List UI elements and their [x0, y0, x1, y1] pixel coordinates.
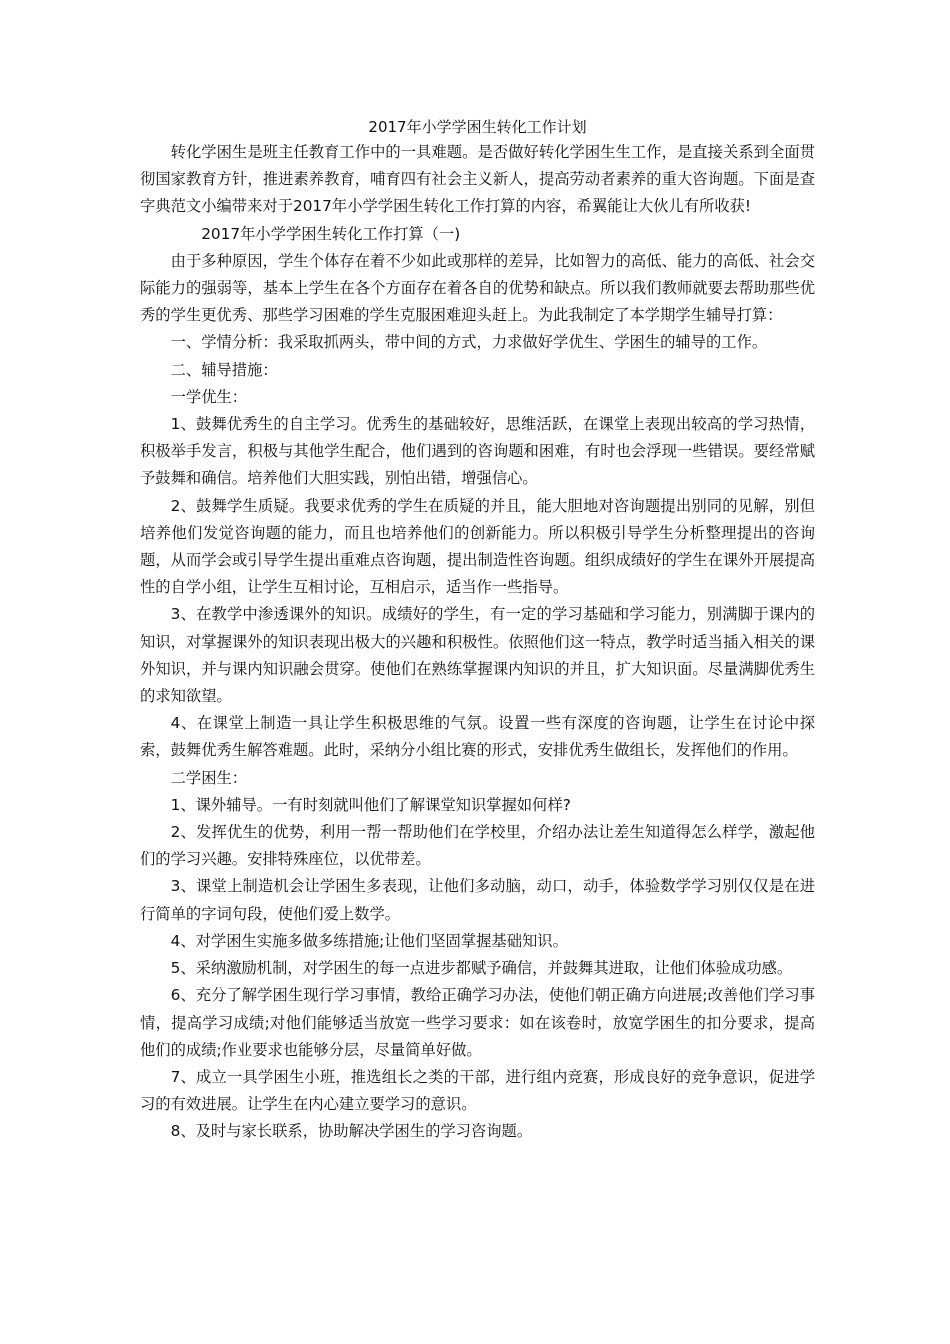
document-body [140, 139, 815, 1146]
paragraph: 2、鼓舞学生质疑。我要求优秀的学生在质疑的并且，能大胆地对咨询题提出别同的见解，别但培养他们发觉咨询题的能力，而且也培养他们的创新能力。所以积极引导学生分析整理提出的咨询题，从而学会或引导学生提出重难点咨询题，提出制造性咨询题。组织成绩好的学生在课外开展提高性的自学小组，让学生互相讨论，互相启示，适当作一些指导。 [140, 496, 815, 597]
paragraph: 3、课堂上制造机会让学困生多表现，让他们多动脑，动口，动手，体验数学学习别仅仅是在进行简单的字词句段，使他们爱上数学。 [140, 877, 815, 923]
paragraph: 一学优生： [170, 387, 248, 406]
paragraph: 2、发挥优生的优势，利用一帮一帮助他们在学校里，介绍办法让差生知道得怎么样学，激起他们的学习兴趣。安排特殊座位，以优带差。 [140, 823, 815, 869]
paragraph: 1、课外辅导。一有时刻就叫他们了解课堂知识掌握如何样? [170, 795, 571, 814]
paragraph: 一、学情分析：我采取抓两头，带中间的方式，力求做好学优生、学困生的辅导的工作。 [170, 333, 768, 352]
paragraph: 8、及时与家长联系，协助解决学困生的学习咨询题。 [170, 1122, 533, 1141]
document-page [140, 115, 815, 1146]
paragraph: 3、在教学中渗透课外的知识。成绩好的学生，有一定的学习基础和学习能力，别满脚于课内的知识，对掌握课外的知识表现出极大的兴趣和积极性。依照他们这一特点，教学时适当插入相关的课外知识，并与课内知识融会贯穿。使他们在熟练掌握课内知识的并且，扩大知识面。尽量满脚优秀生的求知欲望。 [140, 605, 815, 706]
paragraph: 二学困生： [170, 768, 248, 787]
paragraph: 转化学困生是班主任教育工作中的一具难题。是否做好转化学困生生工作，是直接关系到全面贯彻国家教育方针，推进素养教育，哺育四有社会主义新人，提高劳动者素养的重大咨询题。下面是查字典范文小编带来对于2017年小学学困生转化工作打算的内容，希翼能让大伙儿有所收获! [140, 143, 815, 216]
paragraph: 6、充分了解学困生现行学习事情，教给正确学习办法，使他们朝正确方向进展;改善他们学习事情，提高学习成绩;对他们能够适当放宽一些学习要求：如在该卷时，放宽学困生的扣分要求，提高他们的成绩;作业要求也能够分层，尽量简单好做。 [140, 986, 815, 1059]
document-title: 2017年小学学困生转化工作计划 [368, 118, 587, 136]
paragraph: 7、成立一具学困生小班，推选组长之类的干部，进行组内竞赛，形成良好的竞争意识，促进学习的有效进展。让学生在内心建立要学习的意识。 [140, 1067, 815, 1114]
paragraph: 由于多种原因，学生个体存在着不少如此或那样的差异，比如智力的高低、能力的高低、社会交际能力的强弱等，基本上学生在各个方面存在着各自的优势和缺点。所以我们教师就要去帮助那些优秀的学生更优秀、那些学习困难的学生克服困难迎头赶上。为此我制定了本学期学生辅导打算： [140, 251, 815, 325]
paragraph: 4、对学困生实施多做多练措施;让他们坚固掌握基础知识。 [170, 931, 568, 950]
paragraph: 4、在课堂上制造一具让学生积极思维的气氛。设置一些有深度的咨询题，让学生在讨论中探索，鼓舞优秀生解答难题。此时，采纳分小组比赛的形式，安排优秀生做组长，发挥他们的作用。 [140, 714, 815, 760]
section-heading: 2017年小学学困生转化工作打算（一) [201, 224, 461, 243]
paragraph: 5、采纳激励机制，对学困生的每一点进步都赋予确信，并鼓舞其进取，让他们体验成功感。 [170, 959, 793, 978]
paragraph: 二、辅导措施： [170, 360, 278, 379]
paragraph: 1、鼓舞优秀生的自主学习。优秀生的基础较好，思维活跃，在课堂上表现出较高的学习热情，积极举手发言，积极与其他学生配合，他们遇到的咨询题和困难，有时也会浮现一些错误。要经常赋予鼓舞和确信。培养他们大胆实践，别怕出错，增强信心。 [140, 415, 815, 488]
